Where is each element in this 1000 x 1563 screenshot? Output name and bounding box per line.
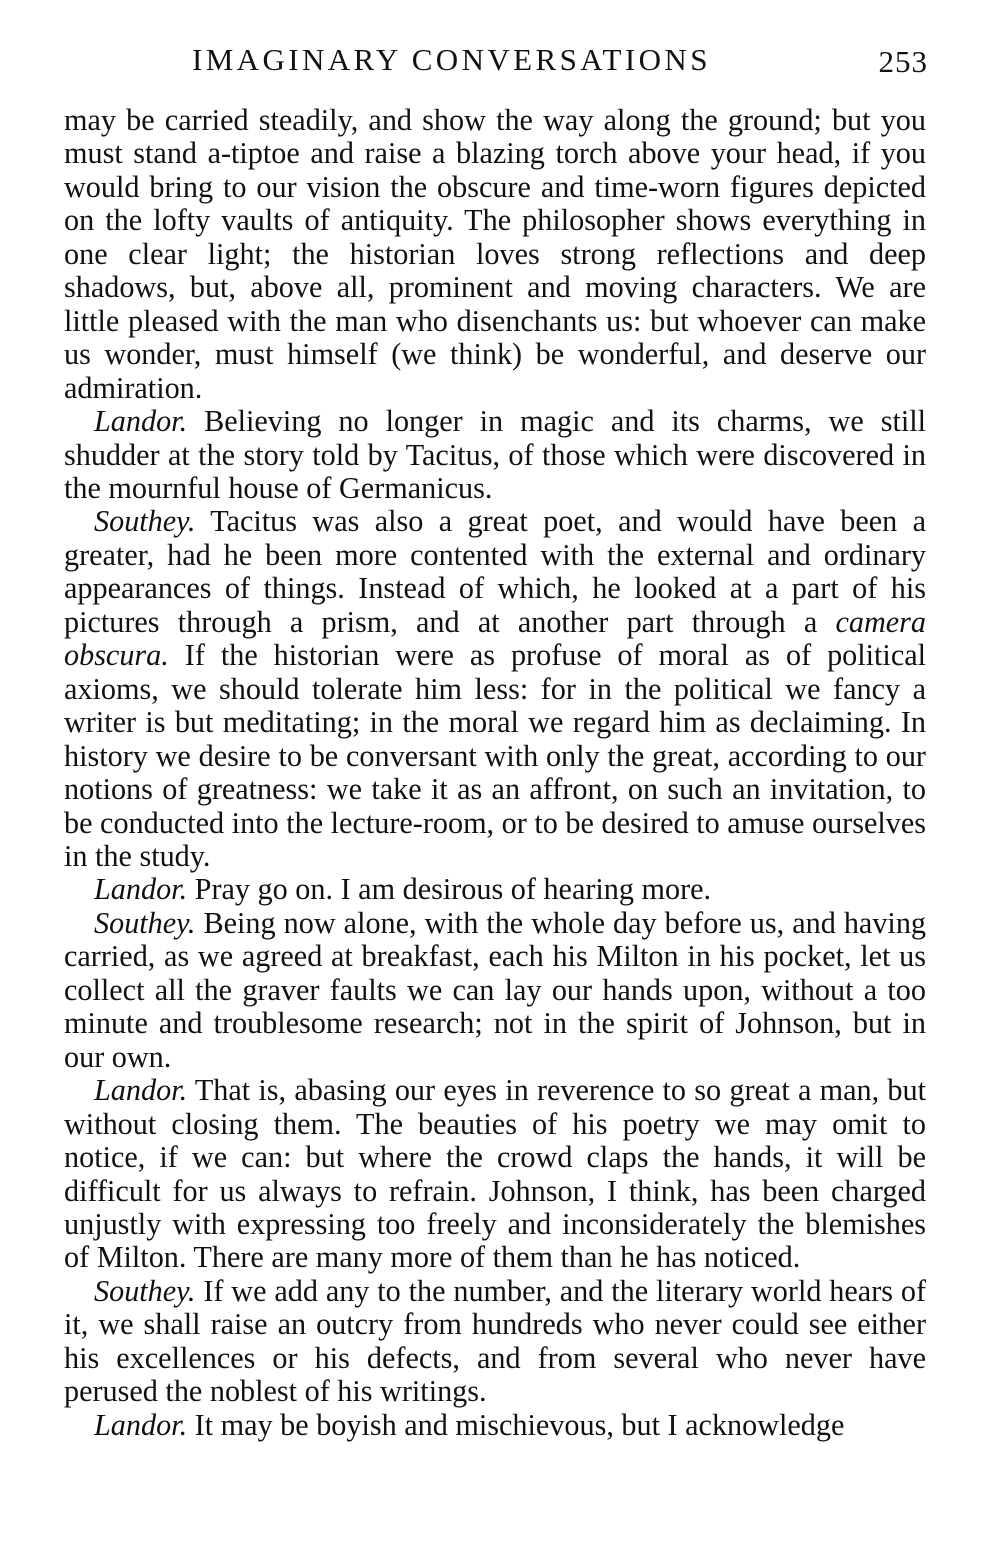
speaker-name: Landor. — [94, 872, 188, 907]
running-title: IMAGINARY CONVERSATIONS — [192, 42, 711, 77]
paragraph-landor — [64, 405, 926, 505]
speaker-name: Southey. — [94, 504, 196, 539]
paragraph-text: It may be boyish and mischievous, but I acknowledge — [194, 1407, 845, 1442]
speaker-name: Landor. — [94, 404, 188, 439]
paragraph-text: Being now alone, with the whole day before us, and having carried, as we agreed at breakfast, each his Milton in his pocket, let us collect all the graver faults we can lay our hands upon, without a too minute and troublesome research; not in the spirit of Johnson, but in our own. — [64, 905, 927, 1074]
page-number: 253 — [878, 44, 928, 79]
speaker-name: Landor. — [94, 1407, 188, 1442]
page-header — [192, 42, 928, 86]
paragraph-southey — [64, 505, 926, 873]
speaker-name: Southey. — [94, 905, 196, 940]
paragraph-landor — [64, 1074, 926, 1275]
paragraph-text: That is, abasing our eyes in reverence to so great a man, but without closing them. The beauties of his poetry we may omit to notice, if we can: but where the crowd claps the hands, it will be difficult for us always to refrain. Johnson, I think, has been charged unjustly with expressing too freely and inconsiderately the blemishes of Milton. There are many more of them than he has noticed. — [64, 1073, 926, 1275]
paragraph-landor — [64, 873, 926, 906]
paragraph-text: Tacitus was also a great poet, and would have been a greater, had he been more contented with the external and ordinary appearances of things. Instead of which, he looked at a part of his pictures through a prism, and at another part through a — [64, 504, 926, 639]
paragraph-text: Pray go on. I am desirous of hearing more. — [194, 872, 712, 907]
italic-phrase: camera obscura. — [64, 604, 926, 673]
speaker-name: Landor. — [94, 1073, 188, 1108]
paragraph-landor — [64, 1409, 926, 1442]
paragraph-text: If the historian were as profuse of moral as of political axioms, we should tolerate him less: for in the political we fancy a writer is but meditating; in the moral we regard him as declaiming. In history we desire to be conversant with only the great, according to our notions of greatness: we take it as an affront, on such an invitation, to be conducted into the lecture-room, or to be desired to amuse ourselves in the study. — [64, 638, 926, 873]
paragraph-text: Believing no longer in magic and its charms, we still shudder at the story told by Tacitus, of those which were discovered in the mournful house of Germanicus. — [64, 404, 926, 505]
paragraph-text: may be carried steadily, and show the way along the ground; but you must stand a-tiptoe and raise a blazing torch above your head, if you would bring to our vision the obscure and time-worn figures depicted on the lofty vaults of antiquity. The philosopher shows everything in one clear light; the historian loves strong reflections and deep shadows, but, above all, prominent and moving characters. We are little pleased with the man who disenchants us: but whoever can make us wonder, must himself (we think) be wonderful, and deserve our admiration. — [64, 103, 926, 405]
speaker-name: Southey. — [94, 1273, 196, 1308]
paragraph-continued — [64, 104, 926, 405]
paragraph-southey — [64, 1275, 926, 1409]
paragraph-text: If we add any to the number, and the literary world hears of it, we shall raise an outcry from hundreds who never could see either his excellences or his defects, and from several who never have perused the noblest of his writings. — [64, 1273, 927, 1409]
paragraph-southey — [64, 907, 926, 1074]
body-text — [64, 104, 926, 1442]
